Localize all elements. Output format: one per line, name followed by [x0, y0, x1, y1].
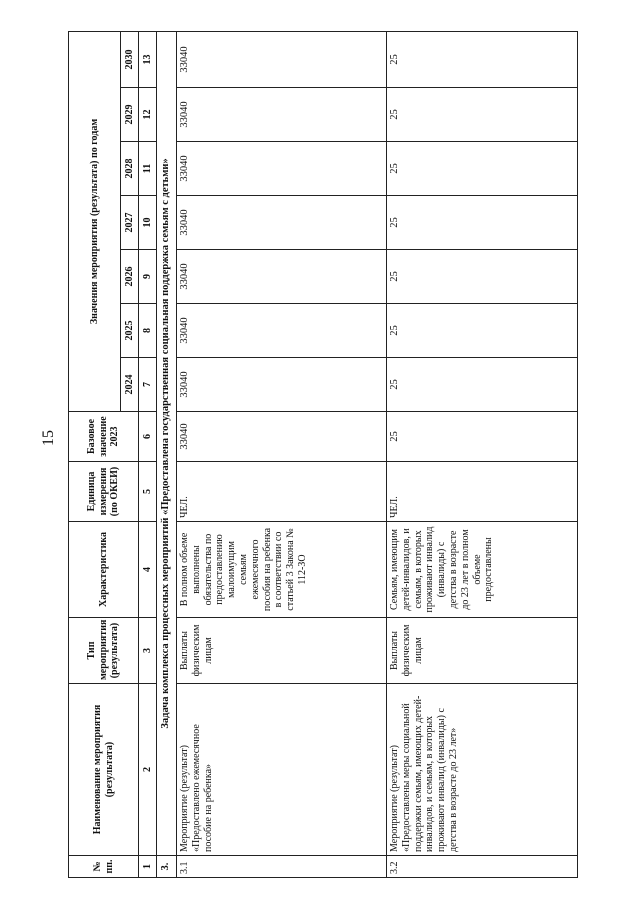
row-value: 33040: [177, 142, 387, 196]
header-name: Наименование мероприятия (результата): [69, 684, 139, 856]
row-value: 33040: [177, 304, 387, 358]
row-unit: ЧЕЛ.: [387, 462, 578, 522]
header-year: 2028: [121, 142, 139, 196]
row-value: 25: [387, 31, 578, 87]
header-num: № пп.: [69, 856, 139, 878]
row-value: 25: [387, 304, 578, 358]
header-values-by-year: Значения мероприятия (результата) по годам: [69, 31, 121, 411]
rotated-table-container: [68, 32, 578, 878]
row-type: Выплаты физическим лицам: [387, 618, 578, 684]
section-title: Задача комплекса процессных мероприятий «Предоставлена государственная социальная поддержка семьям с детьми»: [157, 31, 177, 855]
row-characteristic: Семьям, имеющим детей-инвалидов, и семьям, в которых проживают инвалид (инвалиды) с детства в возрасте до 23 лет в полном объеме предоставлены: [387, 522, 578, 618]
section-number: 3.: [157, 856, 177, 878]
table-row: [177, 31, 387, 877]
header-year: 2026: [121, 250, 139, 304]
row-number: 3.2: [387, 856, 578, 878]
row-unit: ЧЕЛ.: [177, 462, 387, 522]
column-number: 5: [139, 462, 157, 522]
row-value: 33040: [177, 250, 387, 304]
column-number: 1: [139, 856, 157, 878]
column-number: 8: [139, 304, 157, 358]
column-number: 11: [139, 142, 157, 196]
row-name: Мероприятие (результат) «Предоставлены меры социальной поддержки семьям, имеющих детей-инвалидов, и семьям, в которых проживают инвалид (инвалиды) с детства в возрасте до 23 лет»: [387, 684, 578, 856]
column-number: 13: [139, 31, 157, 87]
measures-table: [68, 31, 578, 878]
row-base-value: 33040: [177, 412, 387, 462]
header-unit: Единица измерения (по ОКЕИ): [69, 462, 139, 522]
header-type: Тип мероприятия (результата): [69, 618, 139, 684]
header-base-value: Базовое значение 2023: [69, 412, 139, 462]
row-value: 25: [387, 358, 578, 412]
header-year: 2029: [121, 88, 139, 142]
header-year: 2030: [121, 31, 139, 87]
column-number: 12: [139, 88, 157, 142]
page-number: 15: [40, 430, 57, 446]
column-number: 3: [139, 618, 157, 684]
header-year: 2027: [121, 196, 139, 250]
row-base-value: 25: [387, 412, 578, 462]
row-type: Выплаты физическим лицам: [177, 618, 387, 684]
column-number: 10: [139, 196, 157, 250]
row-value: 33040: [177, 358, 387, 412]
row-value: 25: [387, 142, 578, 196]
column-number: 7: [139, 358, 157, 412]
column-number: 4: [139, 522, 157, 618]
column-number: 2: [139, 684, 157, 856]
row-value: 33040: [177, 88, 387, 142]
row-value: 25: [387, 88, 578, 142]
row-value: 33040: [177, 31, 387, 87]
header-year: 2025: [121, 304, 139, 358]
header-year: 2024: [121, 358, 139, 412]
row-value: 33040: [177, 196, 387, 250]
row-value: 25: [387, 196, 578, 250]
row-number: 3.1: [177, 856, 387, 878]
column-number: 6: [139, 412, 157, 462]
table-row: [387, 31, 578, 877]
header-characteristic: Характеристика: [69, 522, 139, 618]
row-value: 25: [387, 250, 578, 304]
column-number: 9: [139, 250, 157, 304]
row-characteristic: В полном объеме выполнены обязательства по предоставлению малоимущим семьям ежемесячного пособия на ребенка в соответствии со статьей 3 Закона № 112-ЗО: [177, 522, 387, 618]
row-name: Мероприятие (результат) «Предоставлено ежемесячное пособие на ребенка»: [177, 684, 387, 856]
